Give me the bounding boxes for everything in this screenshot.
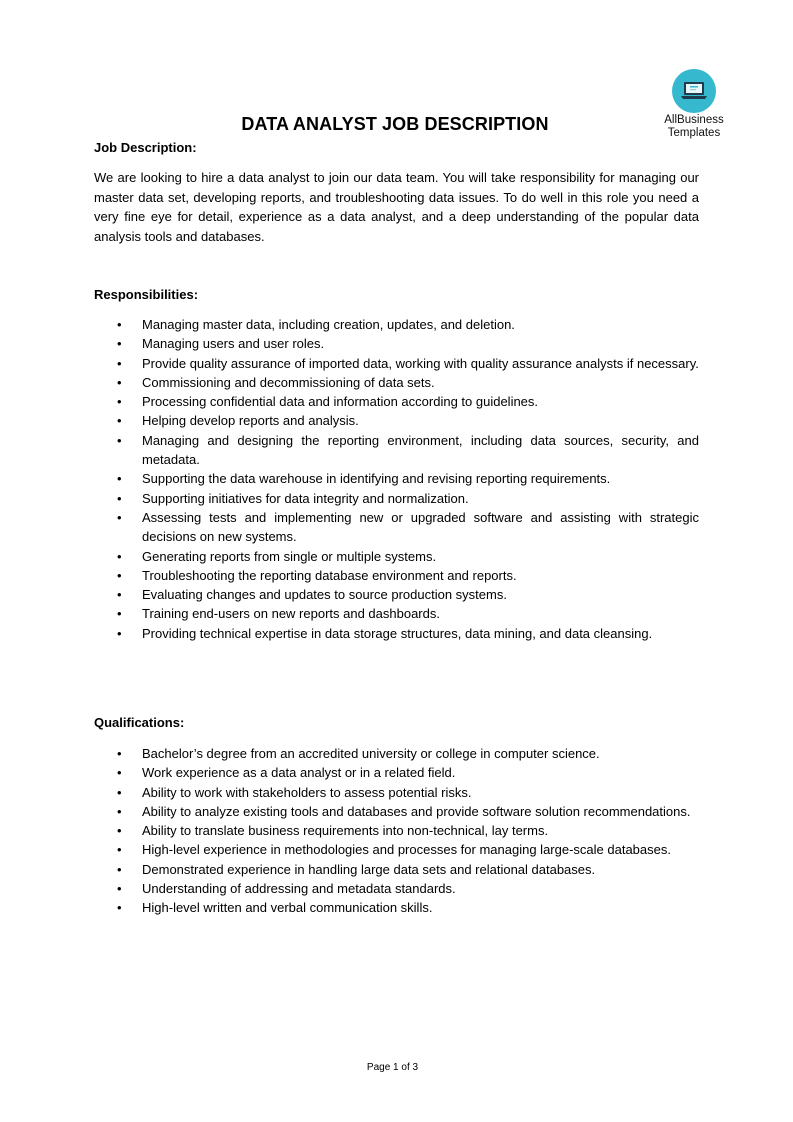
responsibility-item: • Training end-users on new reports and dashboards. bbox=[94, 604, 699, 623]
page-number: Page 1 of 3 bbox=[366, 1062, 419, 1073]
responsibility-item: • Generating reports from single or multiple systems. bbox=[94, 547, 699, 566]
qualification-item: • Work experience as a data analyst or in a related field. bbox=[94, 763, 699, 782]
responsibility-item: • Supporting initiatives for data integrity and normalization. bbox=[94, 489, 699, 508]
qualification-item: • Ability to analyze existing tools and databases and provide software solution recommendations. bbox=[94, 802, 699, 821]
laptop-icon bbox=[672, 69, 716, 113]
responsibility-item: • Processing confidential data and information according to guidelines. bbox=[94, 392, 699, 411]
qualifications-list bbox=[94, 744, 699, 918]
qualification-item: • High-level written and verbal communication skills. bbox=[94, 898, 699, 917]
logo-text-line2: Templates bbox=[667, 127, 721, 139]
qualification-item: • Bachelor’s degree from an accredited university or college in computer science. bbox=[94, 744, 699, 763]
qualifications-heading: Qualifications: bbox=[94, 715, 185, 730]
responsibility-item: • Assessing tests and implementing new or upgraded software and assisting with strategic decisions on new systems. bbox=[94, 508, 699, 547]
document-title: DATA ANALYST JOB DESCRIPTION bbox=[241, 114, 549, 134]
responsibility-item: • Providing technical expertise in data storage structures, data mining, and data cleansing. bbox=[94, 624, 699, 643]
qualification-item: • Ability to work with stakeholders to assess potential risks. bbox=[94, 783, 699, 802]
qualification-item: • Ability to translate business requirements into non-technical, lay terms. bbox=[94, 821, 699, 840]
job-description-heading: Job Description: bbox=[94, 140, 197, 155]
qualification-item: • High-level experience in methodologies and processes for managing large-scale databases. bbox=[94, 840, 699, 859]
qualification-item: • Understanding of addressing and metadata standards. bbox=[94, 879, 699, 898]
responsibility-item: • Managing users and user roles. bbox=[94, 334, 699, 353]
responsibility-item: • Troubleshooting the reporting database environment and reports. bbox=[94, 566, 699, 585]
responsibility-item: • Managing and designing the reporting environment, including data sources, security, and metadata. bbox=[94, 431, 699, 470]
responsibility-item: • Managing master data, including creation, updates, and deletion. bbox=[94, 315, 699, 334]
responsibility-item: • Provide quality assurance of imported data, working with quality assurance analysts if necessary. bbox=[94, 354, 699, 373]
responsibilities-heading: Responsibilities: bbox=[94, 287, 199, 302]
logo-text-line1: AllBusiness bbox=[664, 114, 724, 126]
job-description-text: We are looking to hire a data analyst to join our data team. You will take responsibility for managing our master data set, developing reports, and troubleshooting data issues. To do well in this role you need a very fine eye for detail, experience as a data analyst, and a deep understanding of the popular data analysis tools and databases. bbox=[94, 170, 699, 244]
responsibility-item: • Helping develop reports and analysis. bbox=[94, 411, 699, 430]
responsibilities-list bbox=[94, 315, 699, 643]
qualification-item: • Demonstrated experience in handling large data sets and relational databases. bbox=[94, 860, 699, 879]
responsibility-item: • Evaluating changes and updates to source production systems. bbox=[94, 585, 699, 604]
responsibility-item: • Commissioning and decommissioning of data sets. bbox=[94, 373, 699, 392]
responsibility-item: • Supporting the data warehouse in identifying and revising reporting requirements. bbox=[94, 469, 699, 488]
